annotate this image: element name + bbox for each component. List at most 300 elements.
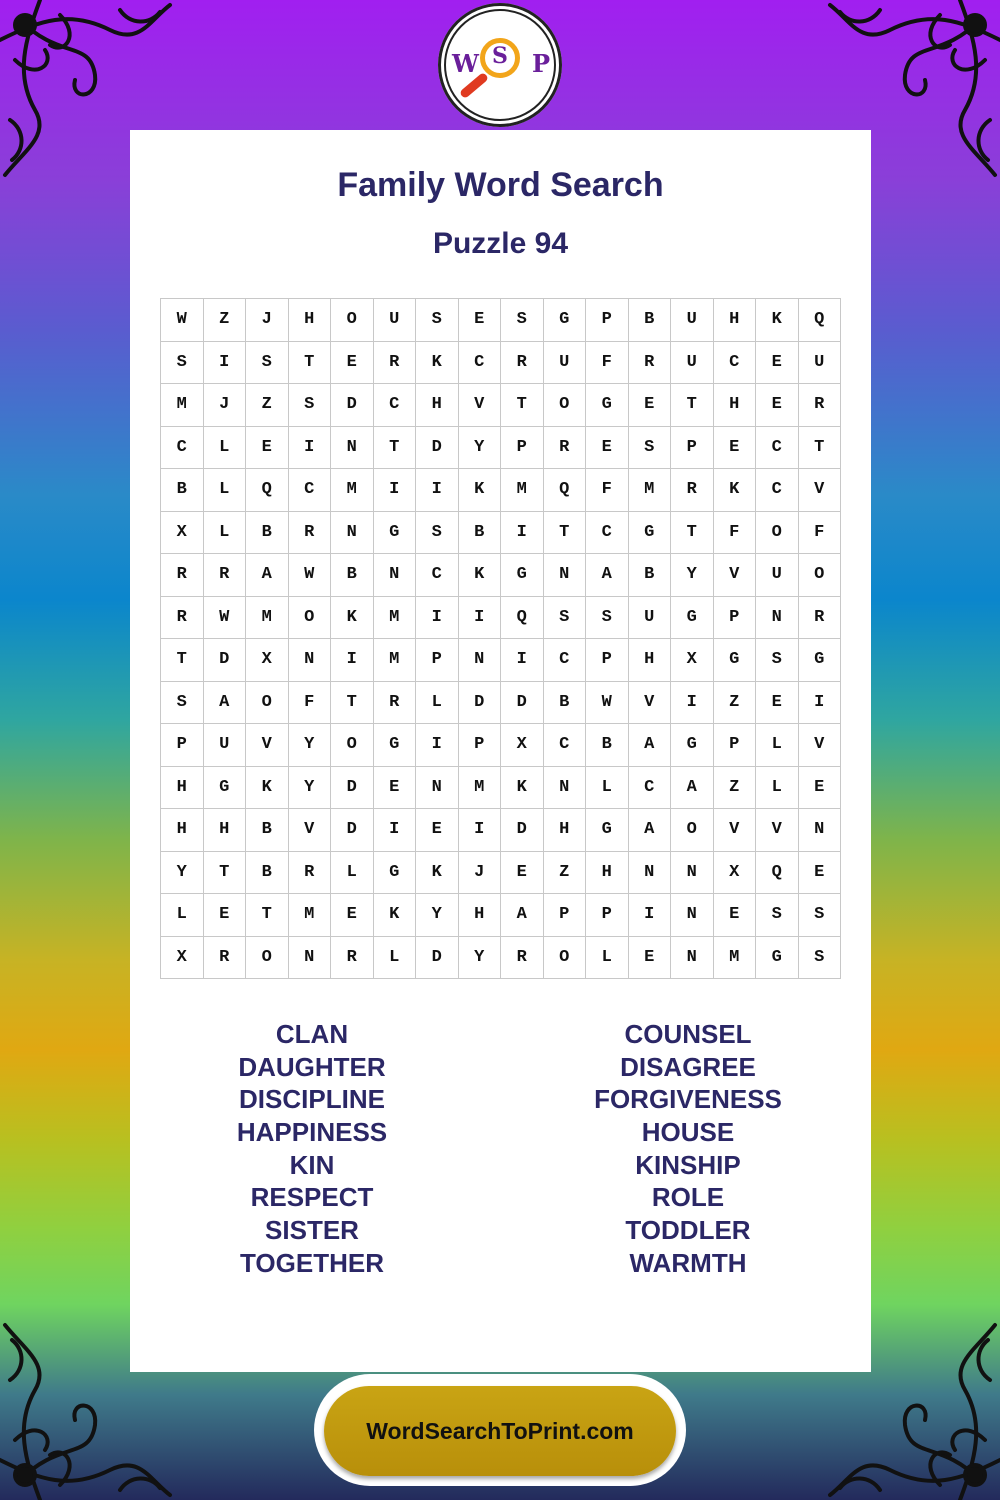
grid-cell[interactable]: I <box>501 639 544 682</box>
grid-cell[interactable]: W <box>288 554 331 597</box>
grid-cell[interactable]: I <box>373 809 416 852</box>
grid-cell[interactable]: U <box>671 341 714 384</box>
grid-cell[interactable]: S <box>501 299 544 342</box>
grid-cell[interactable]: G <box>373 851 416 894</box>
grid-row <box>161 341 841 384</box>
grid-cell[interactable]: R <box>203 554 246 597</box>
grid-cell[interactable]: N <box>798 809 841 852</box>
grid-row <box>161 724 841 767</box>
grid-cell[interactable]: O <box>543 384 586 427</box>
grid-cell[interactable]: E <box>713 894 756 937</box>
grid-cell[interactable]: H <box>161 766 204 809</box>
grid-cell[interactable]: L <box>756 724 799 767</box>
grid-cell[interactable]: W <box>586 681 629 724</box>
grid-cell[interactable]: B <box>628 299 671 342</box>
grid-cell[interactable]: M <box>288 894 331 937</box>
grid-cell[interactable]: N <box>543 554 586 597</box>
grid-cell[interactable]: T <box>671 384 714 427</box>
grid-cell[interactable]: R <box>798 596 841 639</box>
grid-cell[interactable]: D <box>331 766 374 809</box>
grid-cell[interactable]: H <box>416 384 459 427</box>
grid-cell[interactable]: M <box>628 469 671 512</box>
grid-cell[interactable]: T <box>161 639 204 682</box>
grid-cell[interactable]: N <box>543 766 586 809</box>
grid-cell[interactable]: X <box>713 851 756 894</box>
grid-cell[interactable]: H <box>628 639 671 682</box>
grid-cell[interactable]: M <box>246 596 289 639</box>
grid-cell[interactable]: E <box>798 766 841 809</box>
grid-cell[interactable]: P <box>458 724 501 767</box>
grid-cell[interactable]: C <box>373 384 416 427</box>
grid-cell[interactable]: Z <box>203 299 246 342</box>
grid-cell[interactable]: E <box>501 851 544 894</box>
grid-cell[interactable]: H <box>586 851 629 894</box>
grid-cell[interactable]: S <box>798 894 841 937</box>
grid-cell[interactable]: Y <box>288 724 331 767</box>
grid-cell[interactable]: R <box>373 341 416 384</box>
grid-cell[interactable]: S <box>543 596 586 639</box>
grid-cell[interactable]: Q <box>501 596 544 639</box>
grid-cell[interactable]: T <box>203 851 246 894</box>
grid-cell[interactable]: D <box>501 809 544 852</box>
grid-cell[interactable]: V <box>628 681 671 724</box>
grid-cell[interactable]: N <box>373 554 416 597</box>
grid-cell[interactable]: S <box>288 384 331 427</box>
grid-cell[interactable]: B <box>246 511 289 554</box>
grid-cell[interactable]: R <box>161 596 204 639</box>
grid-cell[interactable]: D <box>203 639 246 682</box>
grid-cell[interactable]: A <box>246 554 289 597</box>
grid-cell[interactable]: P <box>713 724 756 767</box>
grid-cell[interactable]: T <box>543 511 586 554</box>
puzzle-card <box>130 130 871 1372</box>
grid-cell[interactable]: S <box>161 341 204 384</box>
grid-cell[interactable]: E <box>798 851 841 894</box>
grid-cell[interactable]: K <box>416 851 459 894</box>
grid-cell[interactable]: B <box>331 554 374 597</box>
word-list-item: CLAN <box>275 1019 349 1049</box>
grid-cell[interactable]: C <box>161 426 204 469</box>
grid-cell[interactable]: L <box>373 936 416 979</box>
grid-cell[interactable]: K <box>416 341 459 384</box>
grid-cell[interactable]: V <box>288 809 331 852</box>
grid-row <box>161 851 841 894</box>
grid-cell[interactable]: T <box>331 681 374 724</box>
grid-row <box>161 809 841 852</box>
grid-cell[interactable]: S <box>416 511 459 554</box>
grid-cell[interactable]: F <box>713 511 756 554</box>
grid-cell[interactable]: R <box>203 936 246 979</box>
grid-row <box>161 596 841 639</box>
grid-cell[interactable]: G <box>798 639 841 682</box>
grid-cell[interactable]: I <box>416 724 459 767</box>
grid-cell[interactable]: A <box>628 724 671 767</box>
grid-cell[interactable]: I <box>458 809 501 852</box>
grid-cell[interactable]: G <box>671 724 714 767</box>
grid-cell[interactable]: H <box>458 894 501 937</box>
grid-cell[interactable]: I <box>416 596 459 639</box>
grid-cell[interactable]: C <box>543 724 586 767</box>
grid-cell[interactable]: Z <box>246 384 289 427</box>
grid-cell[interactable]: M <box>458 766 501 809</box>
grid-cell[interactable]: Z <box>713 681 756 724</box>
grid-cell[interactable]: T <box>288 341 331 384</box>
grid-cell[interactable]: O <box>331 724 374 767</box>
grid-cell[interactable]: A <box>671 766 714 809</box>
grid-cell[interactable]: R <box>501 341 544 384</box>
grid-cell[interactable]: U <box>671 299 714 342</box>
grid-cell[interactable]: U <box>543 341 586 384</box>
grid-cell[interactable]: A <box>501 894 544 937</box>
grid-cell[interactable]: K <box>713 469 756 512</box>
grid-cell[interactable]: A <box>586 554 629 597</box>
grid-cell[interactable]: F <box>586 469 629 512</box>
grid-row <box>161 384 841 427</box>
grid-cell[interactable]: R <box>501 936 544 979</box>
grid-cell[interactable]: S <box>246 341 289 384</box>
grid-cell[interactable]: P <box>586 894 629 937</box>
grid-cell[interactable]: U <box>373 299 416 342</box>
grid-cell[interactable]: G <box>713 639 756 682</box>
grid-cell[interactable]: R <box>288 851 331 894</box>
grid-cell[interactable]: M <box>373 639 416 682</box>
grid-cell[interactable]: B <box>246 851 289 894</box>
wsp-logo <box>438 3 562 127</box>
grid-cell[interactable]: E <box>246 426 289 469</box>
logo-letter-s: S <box>492 43 508 69</box>
grid-cell[interactable]: H <box>161 809 204 852</box>
grid-cell[interactable]: L <box>586 766 629 809</box>
footer-badge <box>314 1374 686 1486</box>
word-list-item: TOGETHER <box>240 1247 384 1278</box>
grid-cell[interactable]: H <box>713 384 756 427</box>
grid-cell[interactable]: P <box>161 724 204 767</box>
grid-cell[interactable]: O <box>756 511 799 554</box>
grid-cell[interactable]: N <box>288 936 331 979</box>
grid-cell[interactable]: E <box>628 936 671 979</box>
grid-cell[interactable]: R <box>331 936 374 979</box>
grid-cell[interactable]: C <box>756 426 799 469</box>
grid-cell[interactable]: S <box>756 639 799 682</box>
grid-cell[interactable]: C <box>713 341 756 384</box>
grid-cell[interactable]: D <box>331 384 374 427</box>
logo-letter-w: W <box>452 49 479 78</box>
grid-cell[interactable]: G <box>373 724 416 767</box>
grid-row <box>161 554 841 597</box>
grid-cell[interactable]: G <box>373 511 416 554</box>
grid-cell[interactable]: C <box>756 469 799 512</box>
word-list-item: DISCIPLINE <box>239 1084 385 1115</box>
word-list-item: HAPPINESS <box>236 1117 388 1148</box>
word-list-item: SISTER <box>265 1215 359 1246</box>
grid-cell[interactable]: U <box>798 341 841 384</box>
grid-cell[interactable]: S <box>586 596 629 639</box>
grid-cell[interactable]: P <box>543 894 586 937</box>
word-list-item: DISAGREE <box>620 1051 756 1082</box>
grid-cell[interactable]: G <box>628 511 671 554</box>
grid-cell[interactable]: J <box>458 851 501 894</box>
grid-cell[interactable]: R <box>671 469 714 512</box>
word-list-item: KINSHIP <box>635 1149 741 1180</box>
grid-cell[interactable]: Q <box>246 469 289 512</box>
grid-cell[interactable]: F <box>586 341 629 384</box>
grid-cell[interactable]: E <box>756 341 799 384</box>
grid-cell[interactable]: E <box>586 426 629 469</box>
grid-cell[interactable]: N <box>671 894 714 937</box>
grid-cell[interactable]: X <box>161 936 204 979</box>
grid-cell[interactable]: E <box>628 384 671 427</box>
grid-cell[interactable]: E <box>331 341 374 384</box>
grid-cell[interactable]: I <box>331 639 374 682</box>
grid-cell[interactable]: T <box>246 894 289 937</box>
grid-cell[interactable]: T <box>501 384 544 427</box>
grid-cell[interactable]: U <box>628 596 671 639</box>
page-title: Family Word Search <box>337 166 664 204</box>
grid-cell[interactable]: B <box>458 511 501 554</box>
grid-cell[interactable]: C <box>543 639 586 682</box>
grid-cell[interactable]: V <box>458 384 501 427</box>
word-list-item: DAUGHTER <box>238 1051 386 1082</box>
grid-cell[interactable]: N <box>416 766 459 809</box>
grid-cell[interactable]: P <box>416 639 459 682</box>
grid-cell[interactable]: V <box>798 469 841 512</box>
grid-cell[interactable]: O <box>671 809 714 852</box>
grid-cell[interactable]: N <box>756 596 799 639</box>
grid-cell[interactable]: L <box>756 766 799 809</box>
grid-cell[interactable]: G <box>203 766 246 809</box>
grid-cell[interactable]: L <box>331 851 374 894</box>
word-list-item: FORGIVENESS <box>594 1084 782 1115</box>
grid-cell[interactable]: P <box>713 596 756 639</box>
grid-cell[interactable]: G <box>756 936 799 979</box>
grid-cell[interactable]: I <box>373 469 416 512</box>
word-list-item: RESPECT <box>250 1182 374 1213</box>
grid-cell[interactable]: X <box>671 639 714 682</box>
grid-cell[interactable]: O <box>246 936 289 979</box>
word-list-item: WARMTH <box>629 1247 747 1278</box>
grid-cell[interactable]: O <box>331 299 374 342</box>
grid-cell[interactable]: R <box>798 384 841 427</box>
grid-cell[interactable]: O <box>798 554 841 597</box>
grid-cell[interactable]: C <box>628 766 671 809</box>
grid-cell[interactable]: O <box>246 681 289 724</box>
grid-cell[interactable]: I <box>501 511 544 554</box>
grid-row <box>161 299 841 342</box>
grid-cell[interactable]: N <box>331 426 374 469</box>
grid-cell[interactable]: E <box>203 894 246 937</box>
grid-cell[interactable]: M <box>161 384 204 427</box>
grid-cell[interactable]: H <box>543 809 586 852</box>
grid-cell[interactable]: C <box>458 341 501 384</box>
grid-cell[interactable]: P <box>501 426 544 469</box>
grid-cell[interactable]: N <box>458 639 501 682</box>
website-link[interactable]: WordSearchToPrint.com <box>324 1386 676 1476</box>
grid-cell[interactable]: L <box>161 894 204 937</box>
grid-cell[interactable]: V <box>756 809 799 852</box>
grid-cell[interactable]: E <box>713 426 756 469</box>
grid-cell[interactable]: K <box>756 299 799 342</box>
grid-cell[interactable]: O <box>288 596 331 639</box>
letter-grid <box>160 298 841 979</box>
grid-cell[interactable]: S <box>756 894 799 937</box>
grid-cell[interactable]: I <box>628 894 671 937</box>
grid-cell[interactable]: N <box>288 639 331 682</box>
grid-cell[interactable]: V <box>246 724 289 767</box>
grid-cell[interactable]: N <box>331 511 374 554</box>
grid-cell[interactable]: M <box>501 469 544 512</box>
grid-cell[interactable]: V <box>798 724 841 767</box>
grid-cell[interactable]: D <box>458 681 501 724</box>
grid-cell[interactable]: L <box>203 511 246 554</box>
grid-cell[interactable]: Q <box>756 851 799 894</box>
logo-letter-p: P <box>532 49 551 78</box>
grid-cell[interactable]: Y <box>458 936 501 979</box>
grid-cell[interactable]: K <box>458 554 501 597</box>
grid-cell[interactable]: Z <box>713 766 756 809</box>
word-list-left <box>132 1018 492 1280</box>
grid-cell[interactable]: D <box>416 426 459 469</box>
grid-cell[interactable]: B <box>246 809 289 852</box>
grid-cell[interactable]: E <box>373 766 416 809</box>
word-list-item: ROLE <box>651 1182 725 1213</box>
grid-cell[interactable]: A <box>628 809 671 852</box>
grid-cell[interactable]: W <box>161 299 204 342</box>
grid-cell[interactable]: X <box>246 639 289 682</box>
grid-cell[interactable]: P <box>586 299 629 342</box>
word-list-right <box>508 1018 868 1280</box>
grid-cell[interactable]: I <box>458 596 501 639</box>
grid-cell[interactable]: E <box>331 894 374 937</box>
grid-cell[interactable]: C <box>288 469 331 512</box>
grid-cell[interactable]: C <box>416 554 459 597</box>
grid-cell[interactable]: Y <box>458 426 501 469</box>
grid-cell[interactable]: F <box>798 511 841 554</box>
grid-row <box>161 426 841 469</box>
grid-cell[interactable]: V <box>713 809 756 852</box>
grid-cell[interactable]: S <box>416 299 459 342</box>
grid-row <box>161 936 841 979</box>
grid-cell[interactable]: R <box>628 341 671 384</box>
word-list-item: TODDLER <box>625 1215 751 1246</box>
grid-cell[interactable]: L <box>416 681 459 724</box>
grid-cell[interactable]: U <box>756 554 799 597</box>
grid-cell[interactable]: W <box>203 596 246 639</box>
grid-cell[interactable]: G <box>586 384 629 427</box>
grid-cell[interactable]: P <box>586 639 629 682</box>
grid-cell[interactable]: T <box>798 426 841 469</box>
grid-cell[interactable]: M <box>713 936 756 979</box>
grid-cell[interactable]: Z <box>543 851 586 894</box>
grid-cell[interactable]: M <box>331 469 374 512</box>
grid-row <box>161 639 841 682</box>
grid-cell[interactable]: I <box>798 681 841 724</box>
grid-cell[interactable]: M <box>373 596 416 639</box>
grid-cell[interactable]: X <box>501 724 544 767</box>
grid-cell[interactable]: T <box>671 511 714 554</box>
grid-row <box>161 894 841 937</box>
grid-cell[interactable]: K <box>501 766 544 809</box>
grid-cell[interactable]: D <box>331 809 374 852</box>
grid-cell[interactable]: A <box>203 681 246 724</box>
grid-cell[interactable]: J <box>246 299 289 342</box>
grid-cell[interactable]: E <box>458 299 501 342</box>
grid-cell[interactable]: Q <box>798 299 841 342</box>
grid-cell[interactable]: G <box>501 554 544 597</box>
grid-cell[interactable]: K <box>373 894 416 937</box>
grid-cell[interactable]: L <box>203 469 246 512</box>
grid-cell[interactable]: Y <box>671 554 714 597</box>
grid-cell[interactable]: H <box>713 299 756 342</box>
grid-row <box>161 511 841 554</box>
grid-cell[interactable]: K <box>246 766 289 809</box>
grid-cell[interactable]: I <box>203 341 246 384</box>
grid-cell[interactable]: H <box>288 299 331 342</box>
grid-cell[interactable]: G <box>586 809 629 852</box>
word-list-item: COUNSEL <box>624 1019 752 1049</box>
grid-cell[interactable]: O <box>543 936 586 979</box>
grid-row <box>161 766 841 809</box>
grid-cell[interactable]: I <box>671 681 714 724</box>
grid-cell[interactable]: R <box>161 554 204 597</box>
word-list-item: HOUSE <box>641 1117 735 1148</box>
grid-cell[interactable]: V <box>713 554 756 597</box>
grid-row <box>161 681 841 724</box>
grid-cell[interactable]: N <box>628 851 671 894</box>
word-list-item: KIN <box>289 1149 335 1180</box>
puzzle-number: Puzzle 94 <box>432 227 569 260</box>
grid-cell[interactable]: S <box>798 936 841 979</box>
grid-cell[interactable]: I <box>416 469 459 512</box>
grid-cell[interactable]: B <box>543 681 586 724</box>
grid-cell[interactable]: I <box>288 426 331 469</box>
grid-cell[interactable]: L <box>203 426 246 469</box>
grid-cell[interactable]: K <box>331 596 374 639</box>
grid-cell[interactable]: P <box>671 426 714 469</box>
grid-cell[interactable]: N <box>671 936 714 979</box>
grid-cell[interactable]: R <box>288 511 331 554</box>
grid-cell[interactable]: L <box>586 936 629 979</box>
grid-cell[interactable]: K <box>458 469 501 512</box>
grid-cell[interactable]: T <box>373 426 416 469</box>
grid-cell[interactable]: S <box>628 426 671 469</box>
grid-cell[interactable]: H <box>203 809 246 852</box>
grid-cell[interactable]: B <box>161 469 204 512</box>
grid-cell[interactable]: G <box>671 596 714 639</box>
grid-cell[interactable]: Q <box>543 469 586 512</box>
grid-row <box>161 469 841 512</box>
grid-cell[interactable]: D <box>501 681 544 724</box>
grid-cell[interactable]: C <box>586 511 629 554</box>
grid-cell[interactable]: B <box>628 554 671 597</box>
grid-cell[interactable]: X <box>161 511 204 554</box>
grid-cell[interactable]: D <box>416 936 459 979</box>
grid-cell[interactable]: R <box>543 426 586 469</box>
grid-cell[interactable]: E <box>416 809 459 852</box>
grid-cell[interactable]: S <box>161 681 204 724</box>
grid-cell[interactable]: Y <box>161 851 204 894</box>
grid-cell[interactable]: B <box>586 724 629 767</box>
grid-cell[interactable]: U <box>203 724 246 767</box>
grid-cell[interactable]: J <box>203 384 246 427</box>
grid-cell[interactable]: N <box>671 851 714 894</box>
grid-cell[interactable]: F <box>288 681 331 724</box>
grid-cell[interactable]: E <box>756 384 799 427</box>
grid-cell[interactable]: G <box>543 299 586 342</box>
grid-cell[interactable]: Y <box>288 766 331 809</box>
grid-cell[interactable]: R <box>373 681 416 724</box>
grid-cell[interactable]: Y <box>416 894 459 937</box>
grid-cell[interactable]: E <box>756 681 799 724</box>
